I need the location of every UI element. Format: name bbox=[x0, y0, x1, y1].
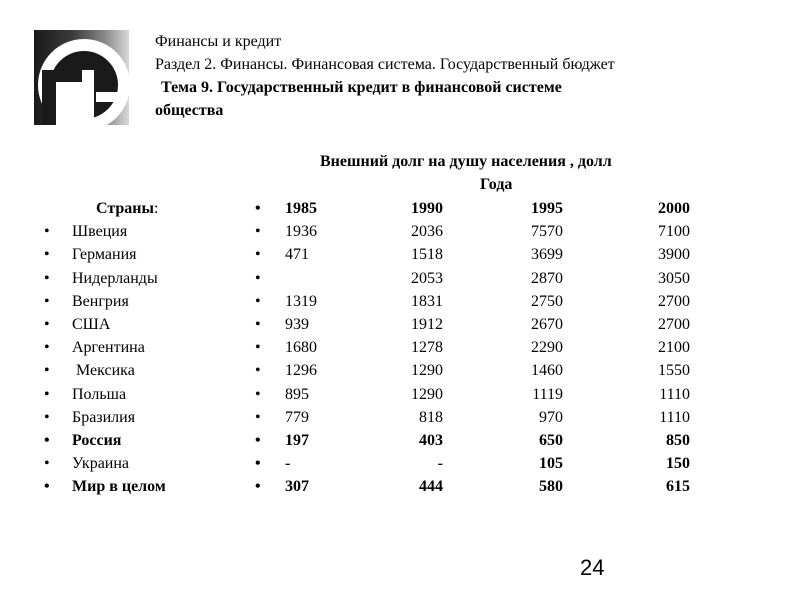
country-row bbox=[44, 336, 254, 359]
bullet: • bbox=[44, 385, 50, 403]
bullet: • bbox=[255, 223, 261, 241]
logo-emblem-icon bbox=[34, 30, 129, 125]
value-cell: 471 bbox=[285, 246, 309, 264]
country-name: Венгрия bbox=[72, 292, 129, 310]
value-cell: 403 bbox=[419, 431, 443, 449]
bullet: • bbox=[44, 223, 50, 241]
countries-header-label: Страны bbox=[96, 200, 155, 217]
year-header: 1995 bbox=[531, 200, 563, 217]
value-cell: 2870 bbox=[531, 269, 563, 287]
values-row bbox=[255, 243, 715, 266]
value-cell: 1518 bbox=[411, 246, 443, 264]
values-row bbox=[255, 336, 715, 359]
country-name: Россия bbox=[72, 431, 122, 449]
value-cell: 650 bbox=[539, 431, 563, 449]
country-name: Украина bbox=[72, 455, 130, 473]
value-cell: 970 bbox=[539, 408, 563, 426]
value-cell: 1290 bbox=[411, 385, 443, 403]
value-cell: 1110 bbox=[659, 385, 690, 403]
year-header: 1985 bbox=[285, 200, 317, 217]
value-cell: 2700 bbox=[658, 292, 690, 310]
values-row bbox=[255, 220, 715, 243]
bullet: • bbox=[255, 200, 261, 217]
value-cell: 2053 bbox=[411, 269, 443, 287]
year-header: 1990 bbox=[411, 200, 443, 217]
years-label: Года bbox=[480, 176, 513, 193]
value-cell: 615 bbox=[666, 478, 690, 496]
value-cell: 580 bbox=[539, 478, 563, 496]
value-cell: 779 bbox=[285, 408, 309, 426]
value-cell: 105 bbox=[539, 455, 563, 473]
bullet: • bbox=[44, 339, 50, 357]
value-cell: 307 bbox=[285, 478, 309, 496]
value-cell: 939 bbox=[285, 315, 309, 333]
value-cell: 1460 bbox=[531, 362, 563, 380]
value-cell: 3050 bbox=[658, 269, 690, 287]
value-cell: 2670 bbox=[531, 315, 563, 333]
values-row bbox=[255, 452, 715, 475]
bullet: • bbox=[255, 455, 261, 473]
table-title-text: Внешний долг на душу населения , долл bbox=[320, 153, 612, 170]
country-row bbox=[44, 406, 254, 429]
topic-title: Тема 9. Государственный кредит в финансовой системе bbox=[161, 79, 562, 96]
value-cell: 3900 bbox=[658, 246, 690, 264]
value-cell: 850 bbox=[666, 431, 690, 449]
country-row bbox=[44, 267, 254, 290]
bullet: • bbox=[255, 269, 261, 287]
country-row bbox=[44, 359, 254, 382]
year-header: 2000 bbox=[658, 200, 690, 217]
bullet: • bbox=[255, 431, 261, 449]
bullet: • bbox=[44, 292, 50, 310]
bullet: • bbox=[44, 455, 50, 473]
table-title bbox=[320, 150, 700, 196]
bullet: • bbox=[44, 269, 50, 287]
values-column bbox=[255, 197, 715, 498]
bullet: • bbox=[44, 315, 50, 333]
bullet: • bbox=[255, 246, 261, 264]
value-cell: 3699 bbox=[531, 246, 563, 264]
bullet: • bbox=[255, 408, 261, 426]
values-row bbox=[255, 475, 715, 498]
bullet: • bbox=[255, 315, 261, 333]
values-row bbox=[255, 359, 715, 382]
value-cell: 2036 bbox=[411, 223, 443, 241]
value-cell: 1831 bbox=[411, 292, 443, 310]
country-row bbox=[44, 475, 254, 498]
value-cell: 444 bbox=[419, 478, 443, 496]
course-title: Финансы и кредит bbox=[155, 33, 282, 50]
value-cell: 1319 bbox=[285, 292, 317, 310]
country-row bbox=[44, 313, 254, 336]
value-cell: 1296 bbox=[285, 362, 317, 380]
country-row bbox=[44, 383, 254, 406]
countries-column bbox=[44, 197, 254, 498]
bullet: • bbox=[44, 408, 50, 426]
values-row bbox=[255, 290, 715, 313]
values-row bbox=[255, 429, 715, 452]
country-row bbox=[44, 452, 254, 475]
values-row bbox=[255, 406, 715, 429]
bullet: • bbox=[255, 292, 261, 310]
value-cell: 2700 bbox=[658, 315, 690, 333]
country-name: Польша bbox=[72, 385, 127, 403]
country-name: Германия bbox=[72, 246, 137, 264]
country-row bbox=[44, 243, 254, 266]
value-cell: 2290 bbox=[531, 339, 563, 357]
bullet: • bbox=[44, 362, 50, 380]
value-cell: 1110 bbox=[659, 408, 690, 426]
value-cell: 1278 bbox=[411, 339, 443, 357]
value-cell: 895 bbox=[285, 385, 309, 403]
value-cell: 2100 bbox=[658, 339, 690, 357]
value-cell: 7570 bbox=[531, 223, 563, 241]
value-cell: 1936 bbox=[285, 223, 317, 241]
countries-header bbox=[44, 197, 254, 220]
value-cell: - bbox=[437, 455, 443, 473]
value-cell: 150 bbox=[666, 455, 690, 473]
values-row bbox=[255, 267, 715, 290]
page-number: 24 bbox=[580, 555, 605, 580]
bullet: • bbox=[255, 339, 261, 357]
value-cell: 7100 bbox=[658, 223, 690, 241]
years-header-row bbox=[255, 197, 715, 220]
values-row bbox=[255, 313, 715, 336]
header bbox=[155, 30, 775, 122]
bullet: • bbox=[255, 362, 261, 380]
country-row bbox=[44, 220, 254, 243]
value-cell: 1119 bbox=[532, 385, 563, 403]
value-cell: - bbox=[285, 455, 291, 473]
value-cell: 197 bbox=[285, 431, 309, 449]
country-name: Мир в целом bbox=[72, 478, 166, 496]
value-cell: 1680 bbox=[285, 339, 317, 357]
value-cell: 1550 bbox=[658, 362, 690, 380]
bullet: • bbox=[44, 431, 50, 449]
countries-header-colon: : bbox=[154, 200, 159, 217]
logo bbox=[34, 30, 129, 125]
country-name: Мексика bbox=[72, 362, 135, 380]
bullet: • bbox=[44, 246, 50, 264]
country-row bbox=[44, 290, 254, 313]
country-name: Нидерланды bbox=[72, 269, 158, 287]
country-name: Швеция bbox=[72, 223, 128, 241]
bullet: • bbox=[255, 478, 261, 496]
values-row bbox=[255, 383, 715, 406]
section-title: Раздел 2. Финансы. Финансовая система. Государственный бюджет bbox=[155, 56, 615, 73]
country-name: США bbox=[72, 315, 111, 333]
bullet: • bbox=[44, 478, 50, 496]
value-cell: 2750 bbox=[531, 292, 563, 310]
country-name: Аргентина bbox=[72, 339, 145, 357]
value-cell: 1290 bbox=[411, 362, 443, 380]
bullet: • bbox=[255, 385, 261, 403]
country-name: Бразилия bbox=[72, 408, 136, 426]
topic-title-continued: общества bbox=[155, 102, 224, 119]
value-cell: 1912 bbox=[411, 315, 443, 333]
country-row bbox=[44, 429, 254, 452]
value-cell: 818 bbox=[419, 408, 443, 426]
